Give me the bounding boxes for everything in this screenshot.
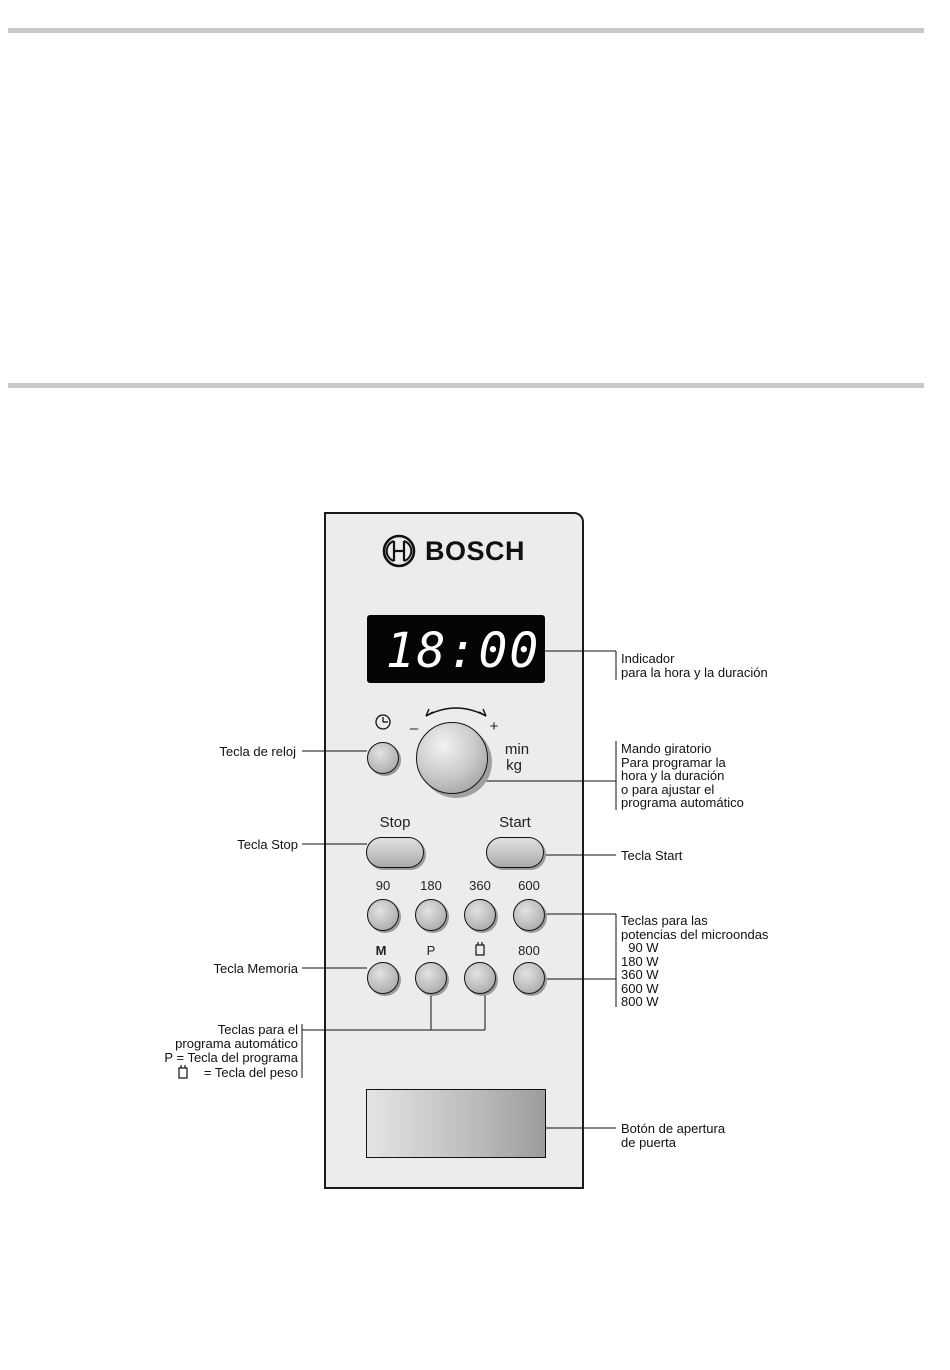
callout-memory-key: Tecla Memoria (213, 961, 298, 976)
callout-auto-program-1: Teclas para el (217, 1022, 298, 1037)
start-button[interactable] (486, 837, 544, 868)
display-time: 18:00 (385, 623, 541, 679)
power-600-button[interactable] (513, 899, 545, 931)
power-label-360: 360 (469, 878, 491, 893)
callout-power-keys: Teclas para las potencias del microondas 90 W 180 W 360 W 600 W 800 W (621, 913, 769, 1009)
clock-icon (376, 715, 390, 729)
callout-rotary: Mando giratorio Para programar la hora y la duración o para ajustar el programa automático (621, 741, 744, 810)
callout-door-button: Botón de apertura de puerta (621, 1121, 726, 1150)
callout-stop-key: Tecla Stop (237, 837, 298, 852)
callout-auto-program-4: = Tecla del peso (203, 1065, 298, 1080)
callout-indicator: Indicador para la hora y la duración (621, 651, 768, 680)
memory-button[interactable] (367, 962, 399, 994)
dial-plus: + (489, 718, 499, 735)
power-label-800: 800 (518, 943, 540, 958)
memory-label: M (375, 943, 387, 958)
clock-button[interactable] (367, 742, 399, 774)
program-button[interactable] (415, 962, 447, 994)
dial-minus: – (409, 720, 419, 737)
rotary-knob[interactable] (416, 722, 488, 794)
brand-name: BOSCH (425, 535, 526, 566)
weight-button[interactable] (464, 962, 496, 994)
weight-icon-callout (179, 1065, 187, 1078)
program-label: P (426, 943, 436, 958)
power-label-90: 90 (375, 878, 391, 893)
callout-auto-program-2: programa automático (175, 1036, 298, 1051)
dial-unit-kg: kg (506, 757, 522, 774)
stop-button[interactable] (366, 837, 424, 868)
callout-auto-program-3: P = Tecla del programa (164, 1050, 298, 1065)
callout-clock-key: Tecla de reloj (219, 744, 296, 759)
power-360-button[interactable] (464, 899, 496, 931)
start-label: Start (499, 814, 531, 831)
rotate-arrows-icon (426, 708, 486, 716)
power-label-180: 180 (420, 878, 442, 893)
stop-label: Stop (379, 814, 411, 831)
power-180-button[interactable] (415, 899, 447, 931)
weight-icon (476, 942, 484, 955)
power-90-button[interactable] (367, 899, 399, 931)
door-open-button[interactable] (366, 1089, 546, 1158)
power-800-button[interactable] (513, 962, 545, 994)
callout-start-key: Tecla Start (621, 848, 683, 863)
dial-unit-min: min (504, 741, 530, 758)
power-label-600: 600 (518, 878, 540, 893)
